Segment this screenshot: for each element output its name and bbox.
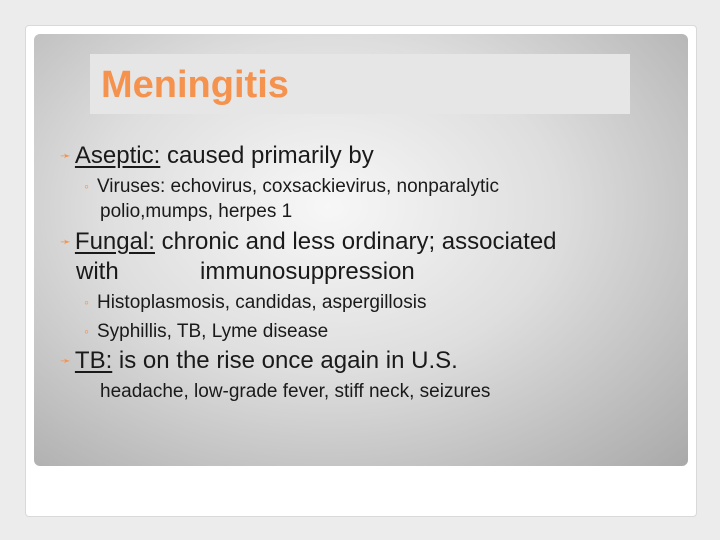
bullet-aseptic [60,141,374,171]
fungal-cont2: immunosuppression [200,258,415,285]
viruses-line1: Viruses: echovirus, coxsackievirus, nonparalytic [96,176,499,197]
aseptic-label: Aseptic: [74,142,161,169]
circle-bullet-icon: ◦ [84,294,89,310]
histo-text: Histoplasmosis, candidas, aspergillosis [96,292,427,313]
sub-bullet-histo [84,289,426,316]
sub-bullet-syphillis [84,318,328,345]
fungal-text: chronic and less ordinary; associated [161,228,557,255]
circle-bullet-icon: ◦ [84,178,89,194]
bullet-arrow-icon: ➛ [60,353,71,368]
fungal-label: Fungal: [74,228,155,255]
bullet-arrow-icon: ➛ [60,234,71,249]
symptoms-text: headache, low-grade fever, stiff neck, seizures [100,381,491,402]
bullet-fungal [60,227,557,257]
viruses-line2: polio,mumps, herpes 1 [100,201,293,222]
sub-bullet-viruses [84,173,499,200]
tb-label: TB: [74,347,113,374]
fungal-cont1: with [76,258,119,285]
bullet-arrow-icon: ➛ [60,148,71,163]
circle-bullet-icon: ◦ [84,323,89,339]
aseptic-text: caused primarily by [166,142,374,169]
bullet-tb [60,346,458,376]
slide-title: Meningitis [101,64,289,106]
tb-text: is on the rise once again in U.S. [118,347,458,374]
syphillis-text: Syphillis, TB, Lyme disease [96,321,329,342]
